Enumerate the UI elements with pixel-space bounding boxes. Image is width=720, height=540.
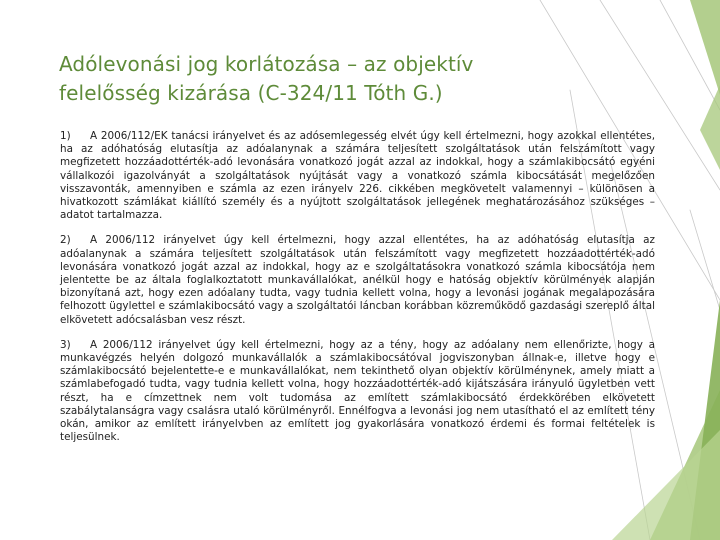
ruling-paragraph-2	[60, 234, 655, 326]
decorative-triangle	[690, 0, 720, 95]
paragraph-number: 2)	[60, 234, 71, 247]
paragraph-text: A 2006/112/EK tanácsi irányelvet és az adósemlegesség elvét úgy kell értelmezni, hogy azokkal ellentétes, ha az adóhatóság elutasítja az adóalanynak a számára teljesített szolgáltatások után felszámított vagy megfizetett hozzáadottérték-adó levonására vonatkozó jogát azzal az indokkal, hogy a számlakibocsátó egyéni vállalkozói igazolványát a szolgáltatások nyújtását vagy a vonatkozó számla kibocsátását megelőzően visszavonták, amennyiben e számla az ezen irányelv 226. cikkében megkövetelt valamennyi – különösen a hivatkozott számlákat kiállító személy és a nyújtott szolgáltatások jellegének meghatározásához szükséges – adatot tartalmazza.	[60, 130, 655, 222]
slide-title: Adólevonási jog korlátozása – az objektív felelősség kizárása (C-324/11 Tóth G.)	[59, 52, 474, 105]
paragraph-number: 1)	[60, 130, 71, 142]
decorative-line	[690, 210, 720, 310]
paragraph-number: 3)	[60, 338, 71, 351]
ruling-paragraphs	[60, 130, 655, 456]
decorative-triangle	[700, 85, 720, 170]
paragraph-text: A 2006/112 irányelvet úgy kell értelmezni, hogy azzal ellentétes, ha az adóhatóság elutasítja az adóalanynak a számára teljesített szolgáltatások után felszámított vagy megfizetett hozzáadottérték-adó levonására vonatkozó jogát azzal az indokkal, hogy az e szolgáltatásokra vonatkozó számla kibocsátója nem jelentette be az általa foglalkoztatott munkavállalókat, anélkül hogy e hatóság objektív körülmények alapján bizonyítaná azt, hogy ezen adóalany tudta, vagy tudnia kellett volna, hogy a levonási jogának megalapozására felhozott ügylettel e számlakibocsátó vagy a szolgáltatói láncban korábban közreműködő gazdasági szereplő által elkövetett adócsalásban vesz részt.	[60, 234, 655, 326]
paragraph-text: A 2006/112 irányelvet úgy kell értelmezni, hogy az a tény, hogy az adóalany nem ellenőrizte, hogy a munkavégzés helyén dolgozó munkavállalók a számlakibocsátóval jogviszonyban állnak-e, illetve hogy e számlakibocsátó bejelentette-e e munkavállalókat, nem tekinthető olyan objektív körülménynek, amely miatt a számlabefogadó tudta, vagy tudnia kellett volna, hogy hozzáadottérték-adó kijátszására irányuló ügyletben vett részt, ha e címzettnek nem volt tudomása az említett számlakibocsátó érdekkörében elkövetett szabálytalanságra vagy csalásra utaló körülményről. Ennélfogva a levonási jog nem utasítható el az említett tény okán, amikor az említett irányelvben az említett jog gyakorlására vonatkozó érdemi és formai feltételek is teljesülnek.	[60, 338, 655, 444]
ruling-paragraph-1	[60, 130, 655, 222]
ruling-paragraph-3	[60, 339, 655, 445]
